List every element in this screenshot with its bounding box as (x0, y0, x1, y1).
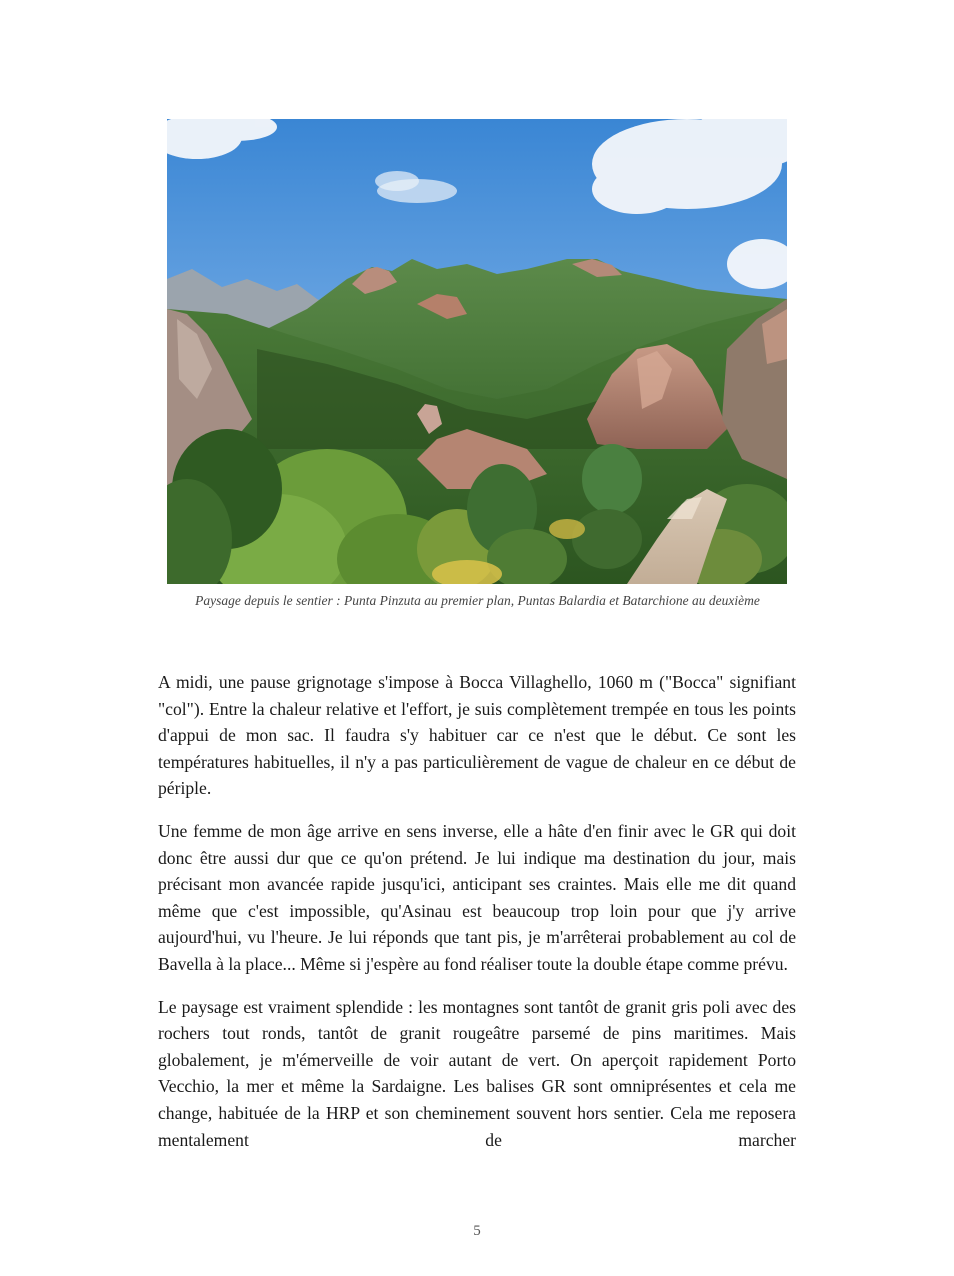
page-number: 5 (473, 1223, 481, 1239)
paragraph-1: A midi, une pause grignotage s'impose à Bocca Villaghello, 1060 m ("Bocca" signifiant "col"). Entre la chaleur relative et l'effort, je suis complètement trempée en tous les points d'appui de mon sac. Il faudra s'y habituer car ce n'est que le début. Ce sont les températures habituelles, il n'y a pas particulièrement de vague de chaleur en ce début de périple. (158, 672, 796, 799)
figure-caption: Paysage depuis le sentier : Punta Pinzuta au premier plan, Puntas Balardia et Batarchione au deuxième (195, 593, 760, 608)
body-text (158, 669, 796, 1169)
landscape-photo-icon (167, 119, 787, 584)
paragraph-3: Le paysage est vraiment splendide : les montagnes sont tantôt de granit gris poli avec des rochers tout ronds, tantôt de granit rougeâtre parsemé de pins maritimes. Mais globalement, je m'émerveille de voir autant de vert. On aperçoit rapidement Porto Vecchio, la mer et même la Sardaigne. Les balises GR sont omniprésentes et cela me change, habituée de la HRP et son cheminement souvent hors sentier. Cela me reposera mentalement de marcher (158, 996, 796, 1150)
paragraph-2: Une femme de mon âge arrive en sens inverse, elle a hâte d'en finir avec le GR qui doit donc être aussi dur que ce qu'on prétend. Je lui indique ma destination du jour, mais précisant mon avancée rapide jusqu'ici, anticipant ses craintes. Mais elle me dit quand même que c'est impossible, qu'Asinau est beaucoup trop loin pour que j'y arrive aujourd'hui, vu l'heure. Je lui réponds que tant pis, je m'arrêterai probablement au col de Bavella à la place... Même si j'espère au fond réaliser toute la double étape comme prévu. (158, 820, 796, 974)
landscape-photo (167, 119, 787, 584)
